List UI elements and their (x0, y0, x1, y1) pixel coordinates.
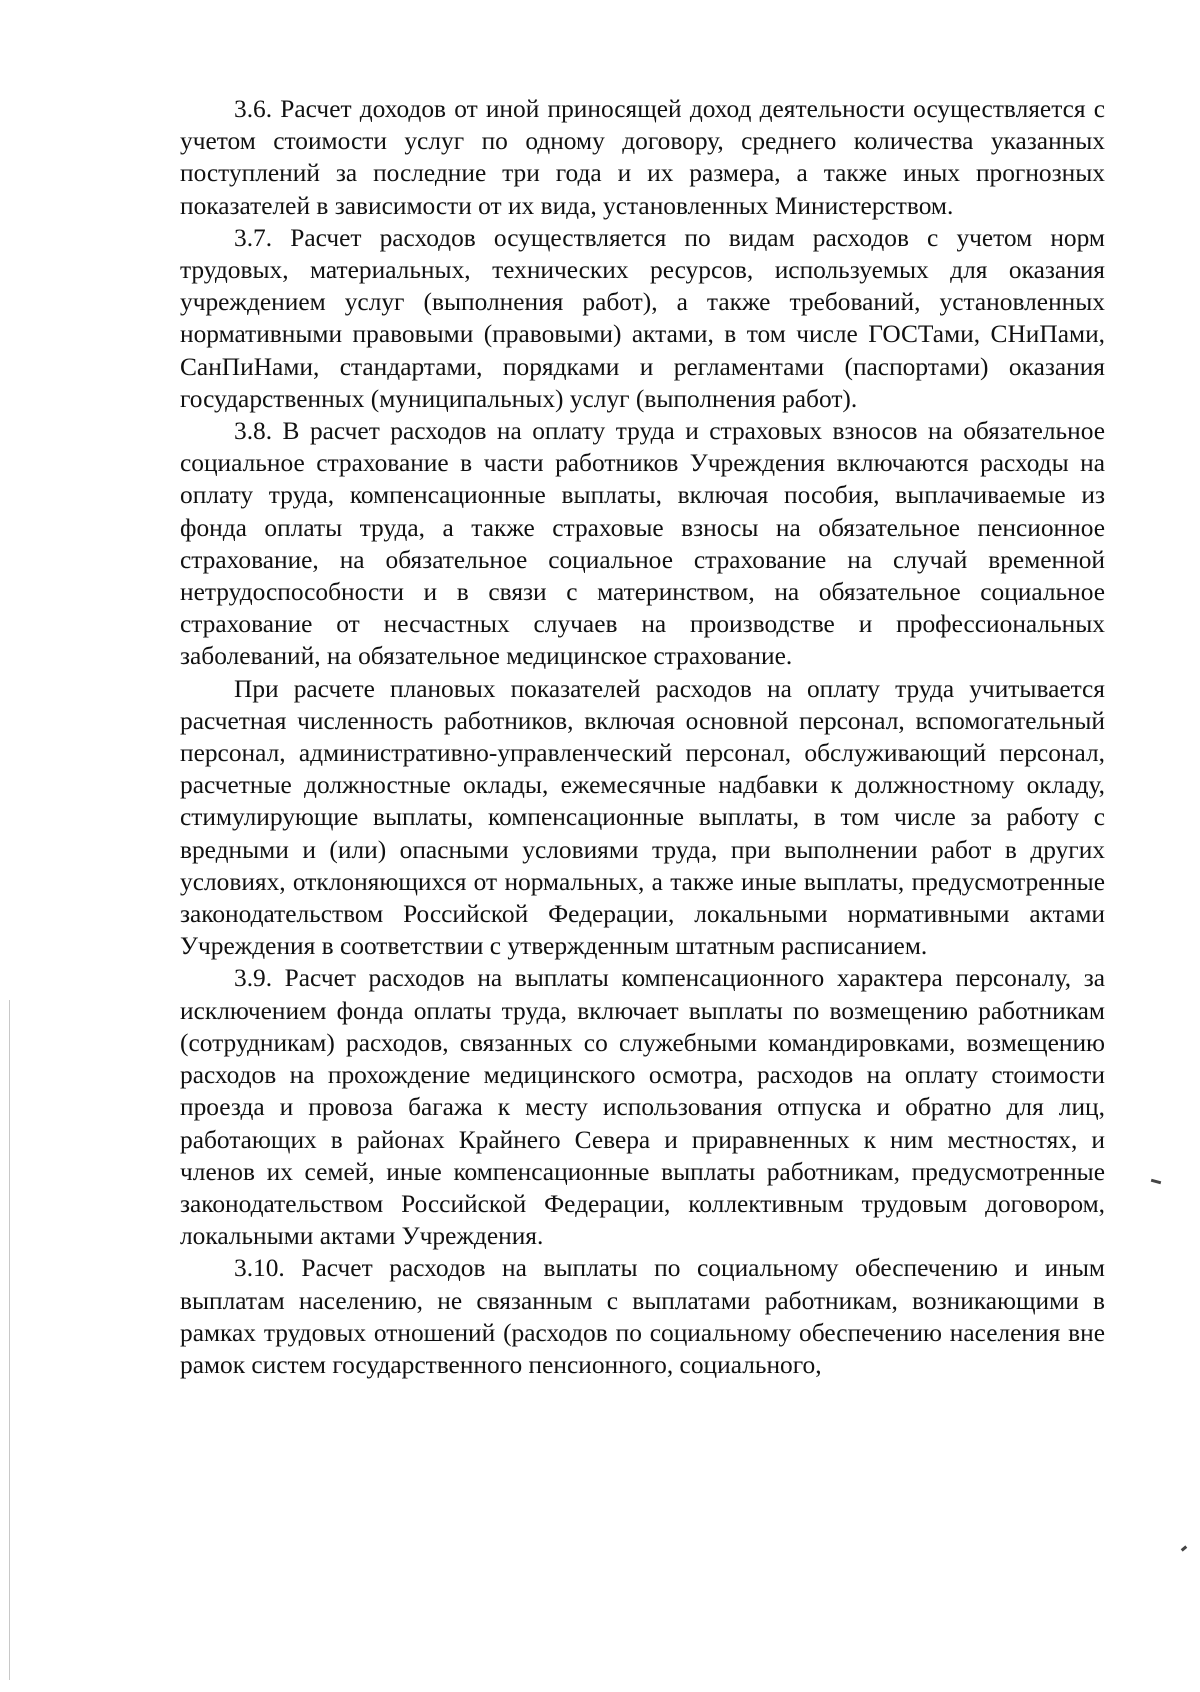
paragraph-3-10: 3.10. Расчет расходов на выплаты по социальному обеспечению и иным выплатам населению, не связанным с выплатами работникам, возникающими в рамках трудовых отношений (расходов по социальному обеспечению населения вне рамок систем государственного пенсионного, социального, (180, 1254, 1105, 1379)
document-body (180, 93, 1105, 1381)
paragraph-3-6: 3.6. Расчет доходов от иной приносящей доход деятельности осуществляется с учетом стоимости услуг по одному договору, среднего количества указанных поступлений за последние три года и их размера, а также иных прогнозных показателей в зависимости от их вида, установленных Министерством. (180, 95, 1105, 220)
paragraph-3-9: 3.9. Расчет расходов на выплаты компенсационного характера персоналу, за исключением фонда оплаты труда, включает выплаты по возмещению работникам (сотрудникам) расходов, связанных со служебными командировками, возмещению расходов на прохождение медицинского осмотра, расходов на оплату стоимости проезда и провоза багажа к месту использования отпуска и обратно для лиц, работающих в районах Крайнего Севера и приравненных к ним местностях, и членов их семей, иные компенсационные выплаты работникам, предусмотренные законодательством Российской Федерации, коллективным трудовым договором, локальными актами Учреждения. (180, 964, 1105, 1251)
paragraph-3-7: 3.7. Расчет расходов осуществляется по видам расходов с учетом норм трудовых, материальных, технических ресурсов, используемых для оказания учреждением услуг (выполнения работ), а также требований, установленных нормативными правовыми (правовыми) актами, в том числе ГОСТами, СНиПами, СанПиНами, стандартами, порядками и регламентами (паспортами) оказания государственных (муниципальных) услуг (выполнения работ). (180, 223, 1105, 413)
paragraph-3-8-continued: При расчете плановых показателей расходов на оплату труда учитывается расчетная численность работников, включая основной персонал, вспомогательный персонал, административно-управленческий персонал, обслуживающий персонал, расчетные должностные оклады, ежемесячные надбавки к должностному окладу, стимулирующие выплаты, компенсационные выплаты, в том числе за работу с вредными и (или) опасными условиями труда, при выполнении работ в других условиях, отклоняющихся от нормальных, а также иные выплаты, предусмотренные законодательством Российской Федерации, локальными нормативными актами Учреждения в соответствии с утвержденным штатным расписанием. (180, 674, 1105, 961)
scan-speck (1151, 1179, 1161, 1184)
scan-speck (1181, 1545, 1188, 1551)
paragraph-3-8: 3.8. В расчет расходов на оплату труда и страховых взносов на обязательное социальное страхование в части работников Учреждения включаются расходы на оплату труда, компенсационные выплаты, включая пособия, выплачиваемые из фонда оплаты труда, а также страховые взносы на обязательное пенсионное страхование, на обязательное социальное страхование на случай временной нетрудоспособности и в связи с материнством, на обязательное социальное страхование от несчастных случаев на производстве и профессиональных заболеваний, на обязательное медицинское страхование. (180, 417, 1105, 671)
scan-edge-line (9, 1000, 10, 1680)
